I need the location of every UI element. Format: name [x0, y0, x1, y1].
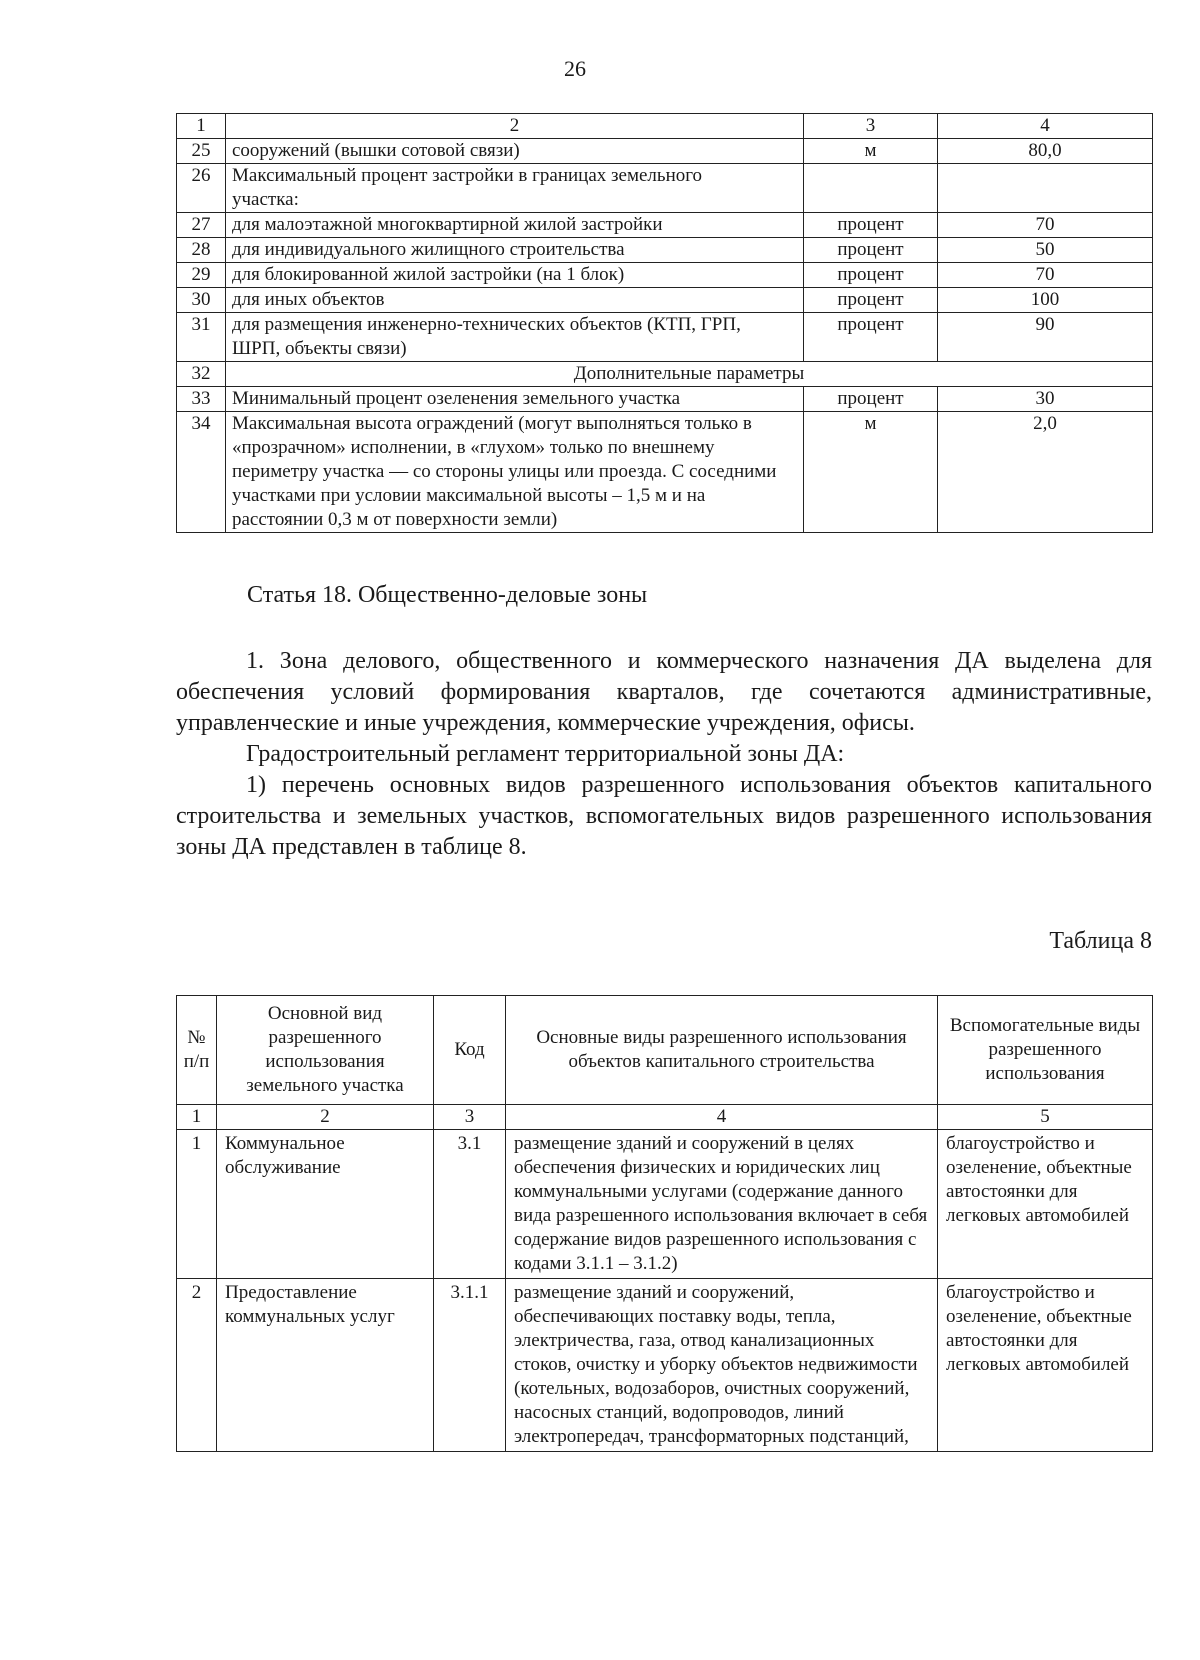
header-cell: № п/п: [177, 996, 217, 1105]
table-row: [177, 313, 1153, 362]
paragraph: Градостроительный регламент территориальной зоны ДА:: [246, 741, 845, 767]
value: 100: [938, 288, 1153, 313]
parameter-name: для малоэтажной многоквартирной жилой застройки: [226, 213, 804, 238]
value: [938, 164, 1153, 213]
unit: м: [804, 139, 938, 164]
parameter-name: Максимальная высота ограждений (могут выполняться только в «прозрачном» исполнении, в «глухом» только по внешнему периметру участка — со стороны улицы или проезда. С соседними участками при условии максимальной высоты – 1,5 м и на расстоянии 0,3 м от поверхности земли): [226, 412, 804, 533]
table-row: [177, 412, 1153, 533]
table-row: [177, 288, 1153, 313]
unit: процент: [804, 288, 938, 313]
use-kind: Коммунальное обслуживание: [217, 1130, 434, 1279]
main-use: размещение зданий и сооружений в целях обеспечения физических и юридических лиц коммунальными услугами (содержание данного вида разрешенного использования включает в себя содержание видов разрешенного использования с кодами 3.1.1 – 3.1.2): [506, 1130, 938, 1279]
table-row: [177, 238, 1153, 263]
section-heading: Дополнительные параметры: [226, 362, 1153, 387]
paragraph: 1) перечень основных видов разрешенного использования объектов капитального строительства и земельных участков, вспомогательных видов разрешенного использования зоны ДА представлен в таблице 8.: [176, 772, 1152, 860]
value: 70: [938, 213, 1153, 238]
unit: процент: [804, 387, 938, 412]
row-number: 32: [177, 362, 226, 387]
row-number: 25: [177, 139, 226, 164]
table-row: [177, 1130, 1153, 1279]
use-code: 3.1.1: [434, 1279, 506, 1452]
column-number: 5: [938, 1105, 1153, 1130]
table-row: [177, 164, 1153, 213]
column-number: 4: [938, 114, 1153, 139]
parameter-name: для размещения инженерно-технических объектов (КТП, ГРП, ШРП, объекты связи): [226, 313, 804, 362]
parameter-name: для иных объектов: [226, 288, 804, 313]
value: 50: [938, 238, 1153, 263]
permitted-use-table: [176, 995, 1153, 1452]
header-cell: Основные виды разрешенного использования объектов капитального строительства: [506, 996, 938, 1105]
row-number: 33: [177, 387, 226, 412]
table-row: [177, 387, 1153, 412]
paragraph: 1. Зона делового, общественного и коммерческого назначения ДА выделена для обеспечения условий формирования кварталов, где сочетаются административные, управленческие и иные учреждения, коммерческие учреждения, офисы.: [176, 648, 1152, 736]
table-row: [177, 263, 1153, 288]
header-cell: Основной вид разрешенного использования земельного участка: [217, 996, 434, 1105]
table-row: [177, 362, 1153, 387]
article-title: Статья 18. Общественно-деловые зоны: [247, 582, 648, 608]
value: 80,0: [938, 139, 1153, 164]
value: 30: [938, 387, 1153, 412]
row-number: 34: [177, 412, 226, 533]
unit: процент: [804, 213, 938, 238]
unit: процент: [804, 238, 938, 263]
value: 70: [938, 263, 1153, 288]
parameter-name: Максимальный процент застройки в границах земельного участка:: [226, 164, 804, 213]
value: 90: [938, 313, 1153, 362]
parameter-name: для индивидуального жилищного строительства: [226, 238, 804, 263]
parameter-name: сооружений (вышки сотовой связи): [226, 139, 804, 164]
table-header-row: [177, 114, 1153, 139]
row-number: 27: [177, 213, 226, 238]
row-number: 30: [177, 288, 226, 313]
column-number: 3: [804, 114, 938, 139]
table-header-row: [177, 996, 1153, 1105]
parameter-name: для блокированной жилой застройки (на 1 блок): [226, 263, 804, 288]
row-number: 1: [177, 1130, 217, 1279]
use-code: 3.1: [434, 1130, 506, 1279]
table-row: [177, 139, 1153, 164]
row-number: 26: [177, 164, 226, 213]
column-number: 2: [217, 1105, 434, 1130]
row-number: 2: [177, 1279, 217, 1452]
column-number: 1: [177, 1105, 217, 1130]
header-cell: Код: [434, 996, 506, 1105]
parameters-table: [176, 113, 1153, 533]
column-number: 3: [434, 1105, 506, 1130]
page-number: 26: [564, 56, 586, 81]
unit: [804, 164, 938, 213]
column-number: 1: [177, 114, 226, 139]
unit: процент: [804, 313, 938, 362]
column-number: 4: [506, 1105, 938, 1130]
table-caption: Таблица 8: [1049, 928, 1152, 954]
row-number: 28: [177, 238, 226, 263]
column-number-row: [177, 1105, 1153, 1130]
use-kind: Предоставление коммунальных услуг: [217, 1279, 434, 1452]
table-row: [177, 213, 1153, 238]
article-body: [176, 646, 1152, 863]
unit: м: [804, 412, 938, 533]
header-cell: Вспомогательные виды разрешенного использования: [938, 996, 1153, 1105]
main-use: размещение зданий и сооружений, обеспечивающих поставку воды, тепла, электричества, газа, отвод канализационных стоков, очистку и уборку объектов недвижимости (котельных, водозаборов, очистных сооружений, насосных станций, водопроводов, линий электропередач, трансформаторных подстанций,: [506, 1279, 938, 1452]
unit: процент: [804, 263, 938, 288]
value: 2,0: [938, 412, 1153, 533]
auxiliary-use: благоустройство и озеленение, объектные автостоянки для легковых автомобилей: [938, 1279, 1153, 1452]
auxiliary-use: благоустройство и озеленение, объектные автостоянки для легковых автомобилей: [938, 1130, 1153, 1279]
table-row: [177, 1279, 1153, 1452]
column-number: 2: [226, 114, 804, 139]
row-number: 31: [177, 313, 226, 362]
row-number: 29: [177, 263, 226, 288]
parameter-name: Минимальный процент озеленения земельного участка: [226, 387, 804, 412]
